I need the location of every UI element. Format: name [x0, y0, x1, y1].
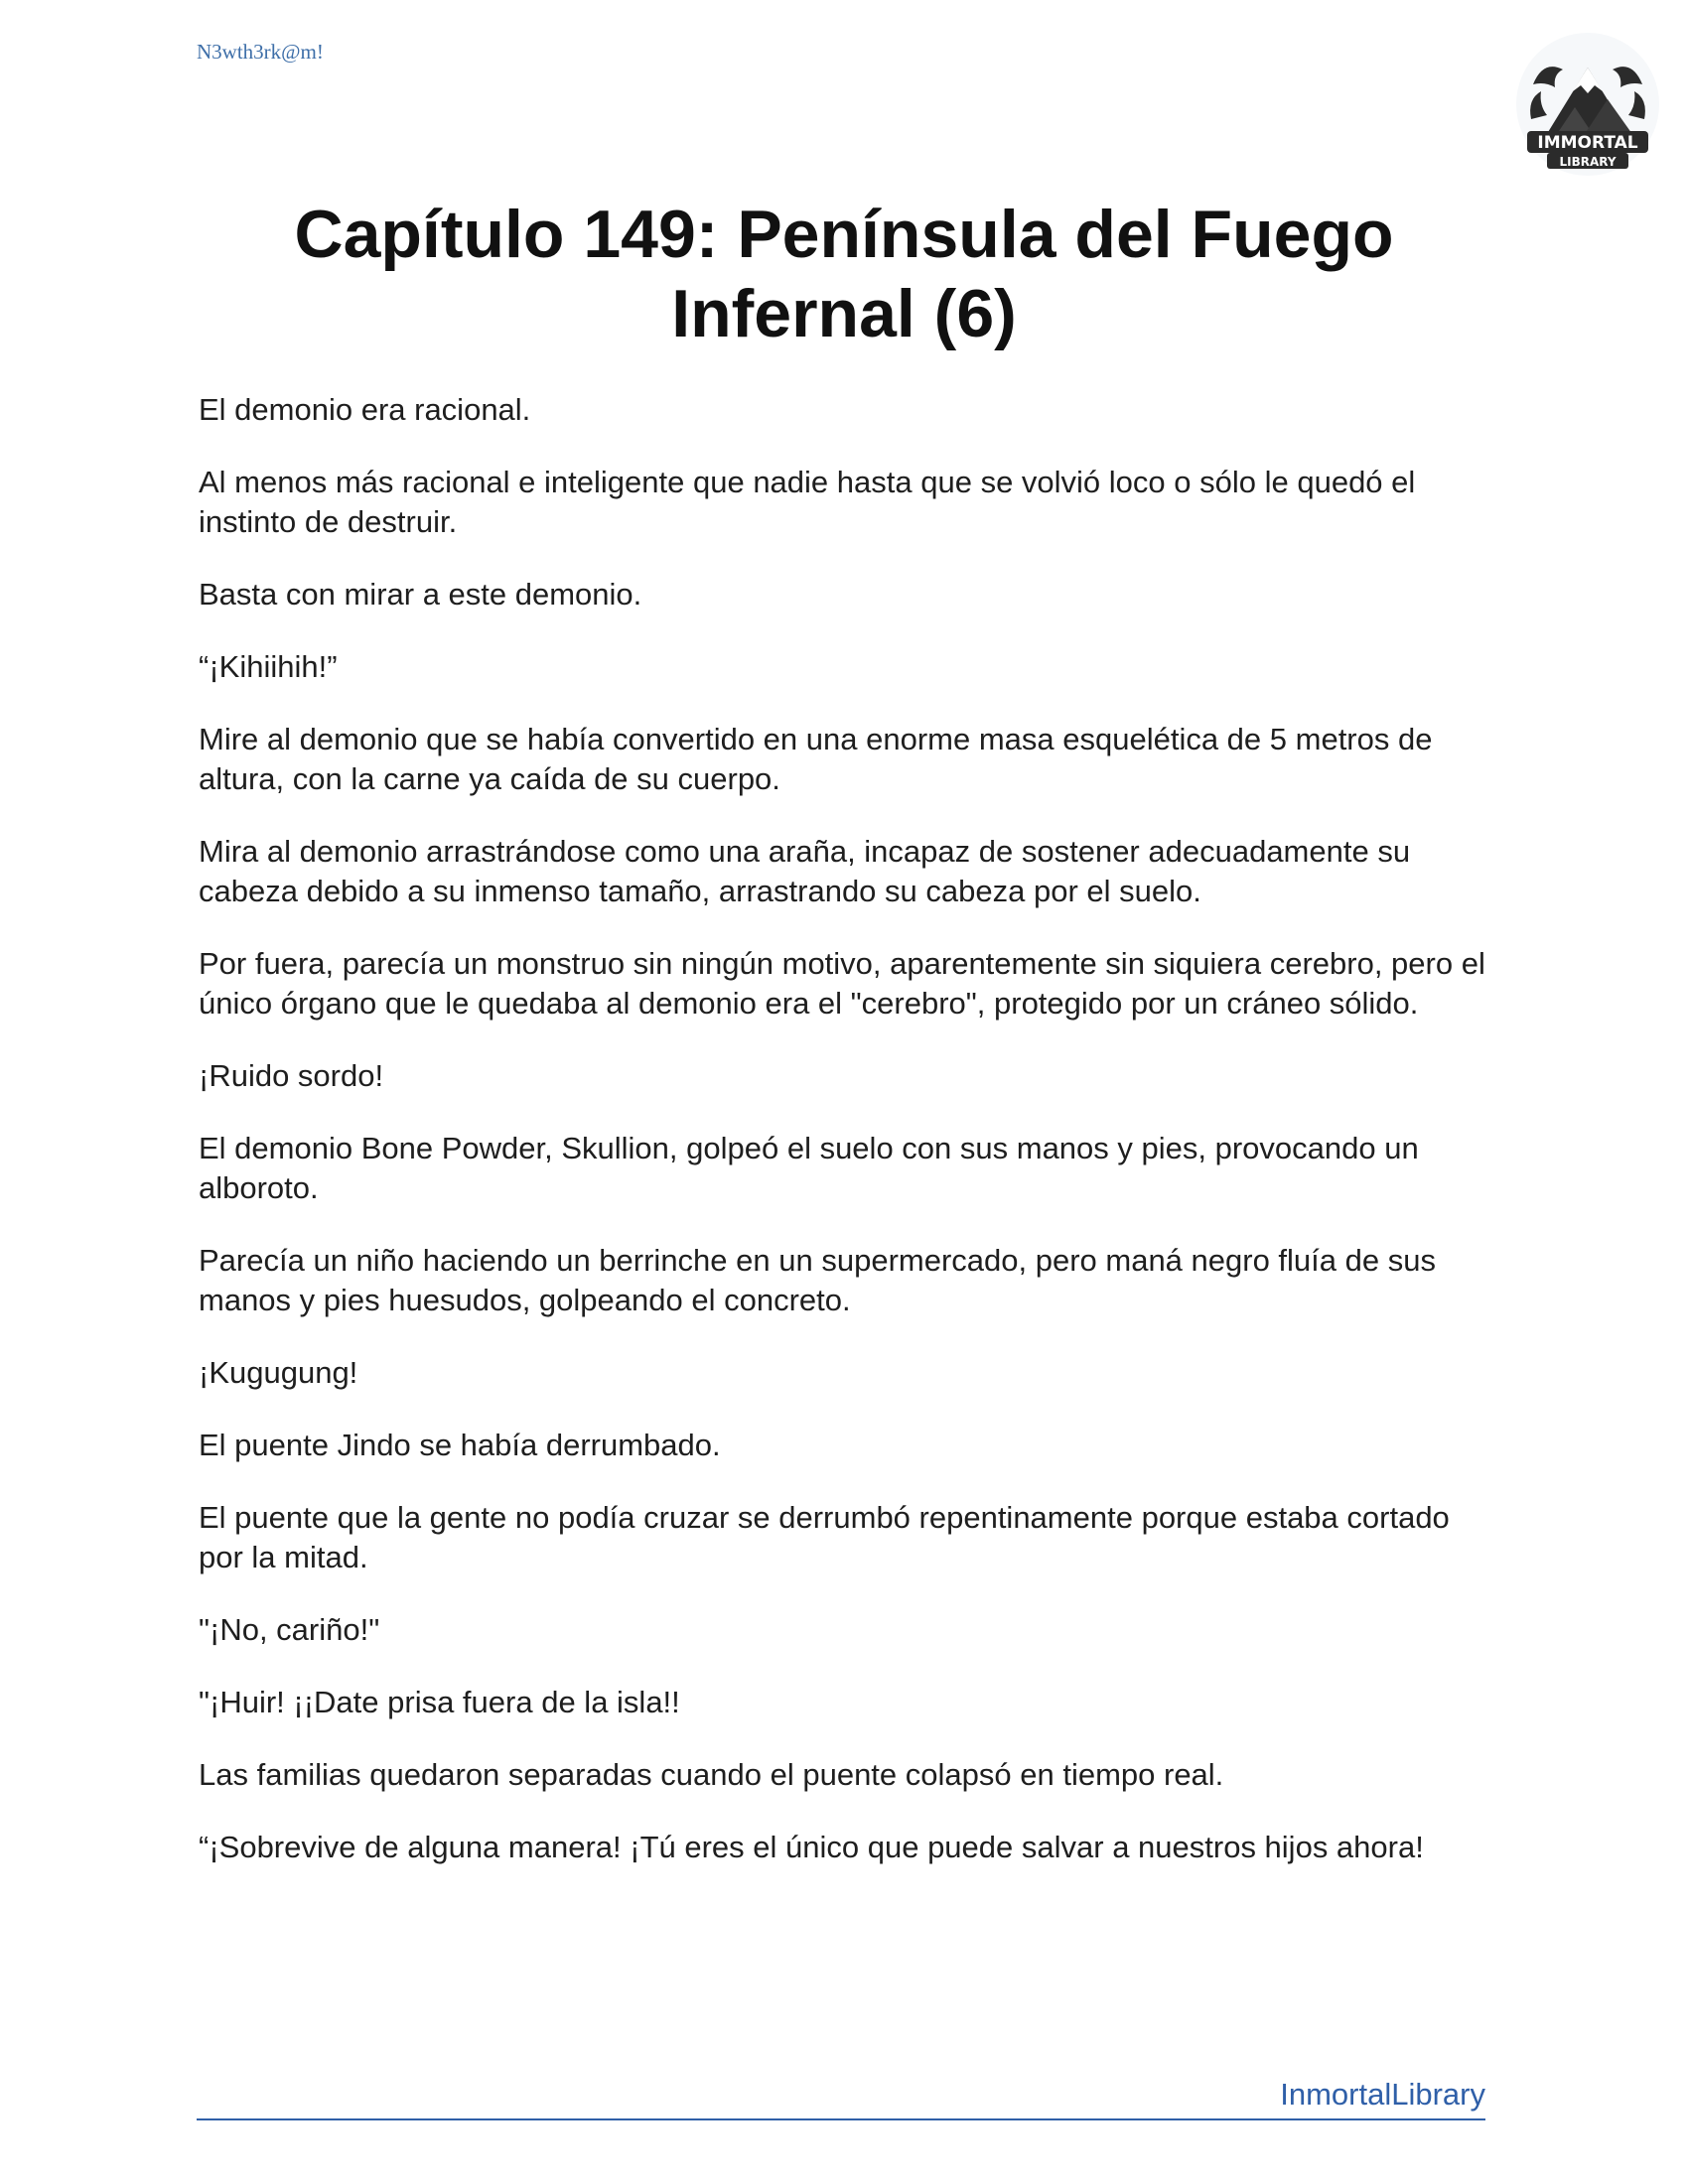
paragraph: Al menos más racional e inteligente que nadie hasta que se volvió loco o sólo le quedó el instinto de destruir.	[199, 465, 1416, 539]
immortal-library-logo	[1513, 30, 1662, 179]
dragon-mountain-emblem-icon	[1513, 30, 1662, 179]
footer-link-inmortal-library[interactable]: InmortalLibrary	[1280, 2077, 1485, 2112]
paragraph: Parecía un niño haciendo un berrinche en un supermercado, pero maná negro fluía de sus manos y pies huesudos, golpeando el concreto.	[199, 1243, 1436, 1317]
paragraph: Las familias quedaron separadas cuando el puente colapsó en tiempo real.	[199, 1757, 1224, 1792]
paragraph: ¡Kugugung!	[199, 1355, 358, 1390]
paragraph: Mire al demonio que se había convertido en una enorme masa esquelética de 5 metros de altura, con la carne ya caída de su cuerpo.	[199, 722, 1433, 796]
watermark-text: N3wth3rk@m!	[197, 40, 324, 64]
paragraph: “¡Sobrevive de alguna manera! ¡Tú eres el único que puede salvar a nuestros hijos ahora!	[199, 1830, 1424, 1864]
paragraph: Mira al demonio arrastrándose como una araña, incapaz de sostener adecuadamente su cabeza debido a su inmenso tamaño, arrastrando su cabeza por el suelo.	[199, 834, 1411, 908]
page-footer	[197, 2075, 1485, 2120]
paragraph: El demonio Bone Powder, Skullion, golpeó el suelo con sus manos y pies, provocando un alboroto.	[199, 1131, 1419, 1205]
chapter-body	[199, 390, 1499, 1900]
paragraph: "¡Huir! ¡¡Date prisa fuera de la isla!!	[199, 1685, 680, 1719]
chapter-title	[149, 195, 1539, 353]
paragraph: Basta con mirar a este demonio.	[199, 577, 642, 612]
paragraph: El puente Jindo se había derrumbado.	[199, 1428, 721, 1462]
chapter-title-line-1: Capítulo 149: Península del Fuego	[294, 197, 1394, 272]
chapter-title-line-2: Infernal (6)	[671, 276, 1017, 351]
paragraph: “¡Kihiihih!”	[199, 649, 338, 684]
paragraph: ¡Ruido sordo!	[199, 1058, 384, 1093]
logo-text-top: IMMORTAL	[1537, 133, 1638, 153]
paragraph: "¡No, cariño!"	[199, 1612, 380, 1647]
paragraph: El puente que la gente no podía cruzar se derrumbó repentinamente porque estaba cortado por la mitad.	[199, 1500, 1450, 1574]
logo-text-bottom: LIBRARY	[1559, 155, 1617, 169]
paragraph: El demonio era racional.	[199, 392, 531, 427]
paragraph: Por fuera, parecía un monstruo sin ningún motivo, aparentemente sin siquiera cerebro, pero el único órgano que le quedaba al demonio era el "cerebro", protegido por un cráneo sólido.	[199, 946, 1485, 1021]
